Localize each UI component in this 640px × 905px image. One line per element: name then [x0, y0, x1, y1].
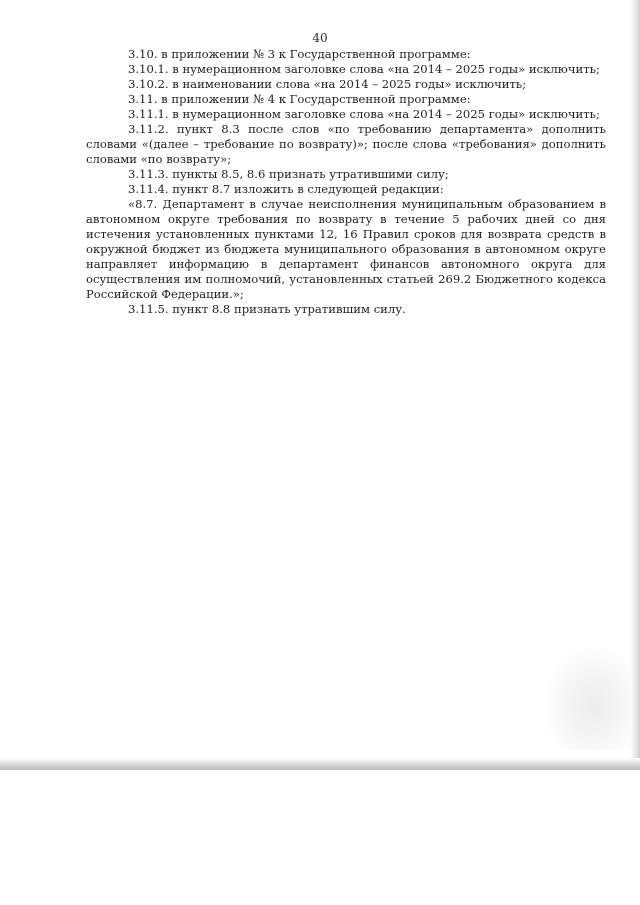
- paragraph-3-10-1: 3.10.1. в нумерационном заголовке слова «на 2014 – 2025 годы» исключить;: [128, 62, 600, 76]
- scan-edge-right: [630, 0, 640, 770]
- scan-smudge: [540, 640, 630, 750]
- paragraph-3-10: 3.10. в приложении № 3 к Государственной программе:: [128, 47, 471, 61]
- paragraph-3-11-5: 3.11.5. пункт 8.8 признать утратившим силу.: [128, 302, 406, 316]
- paragraph-3-11-4: 3.11.4. пункт 8.7 изложить в следующей редакции:: [128, 182, 444, 196]
- paragraph-3-11-2: 3.11.2. пункт 8.3 после слов «по требованию департамента» дополнить словами «(далее – требование по возврату)»; после слова «требования» дополнить словами «по возврату»;: [86, 122, 606, 166]
- page-number: 40: [312, 31, 328, 45]
- paragraph-3-11-3: 3.11.3. пункты 8.5, 8.6 признать утратившими силу;: [128, 167, 449, 181]
- paragraph-3-10-2: 3.10.2. в наименовании слова «на 2014 – 2025 годы» исключить;: [128, 77, 527, 91]
- document-body: [86, 47, 606, 317]
- scan-edge-bottom: [0, 758, 640, 770]
- paragraph-quote-8-7: «8.7. Департамент в случае неисполнения муниципальным образованием в автономном округе требования по возврату в течение 5 рабочих дней со дня истечения установленных пунктами 12, 16 Правил сроков для возврата средств в окружной бюджет из бюджета муниципального образования в автономном округе направляет информацию в департамент финансов автономного округа для осуществления им полномочий, установленных статьей 269.2 Бюджетного кодекса Российской Федерации.»;: [86, 197, 606, 301]
- paragraph-3-11-1: 3.11.1. в нумерационном заголовке слова «на 2014 – 2025 годы» исключить;: [128, 107, 600, 121]
- paragraph-3-11: 3.11. в приложении № 4 к Государственной программе:: [128, 92, 471, 106]
